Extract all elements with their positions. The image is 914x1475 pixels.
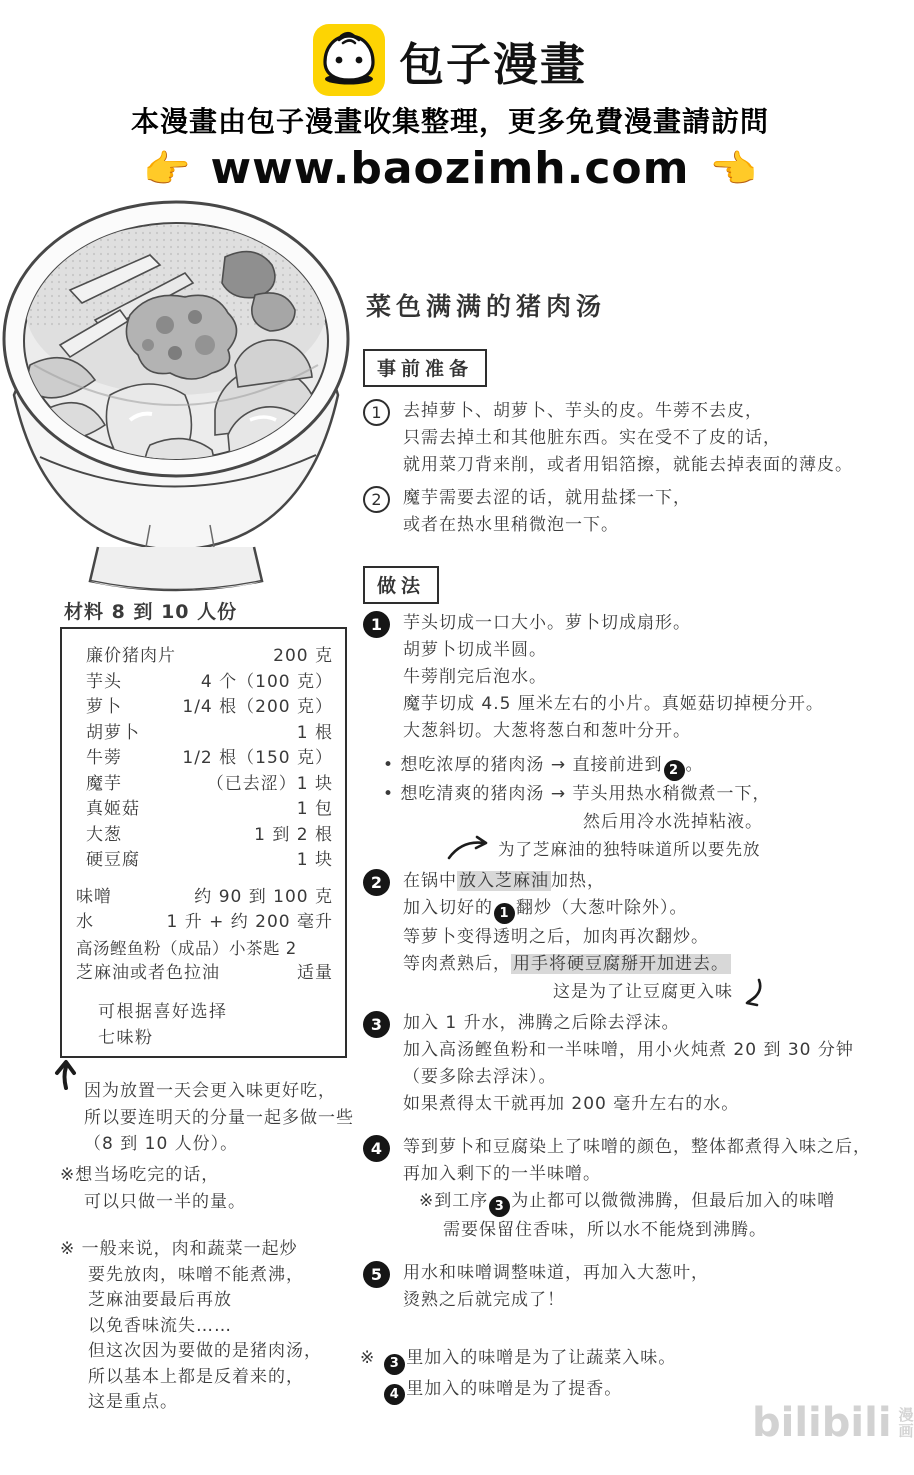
- bao-bun-icon: [313, 24, 385, 96]
- ingredient-row: 水 1 升 + 约 200 毫升: [76, 912, 333, 932]
- ingredient-row: 高汤鲣鱼粉（成品）小茶匙 2: [76, 938, 297, 958]
- ingredient-row: 胡萝卜 1 根: [86, 722, 333, 743]
- ingredients-box: [60, 627, 347, 1058]
- ingredient-row: 味噌 约 90 到 100 克: [76, 886, 333, 907]
- soup-style-options: • 想吃浓厚的猪肉汤 → 直接前进到 2 。 • 想吃清爽的猪肉汤 → 芋头用热水稍微煮一下， 然后用冷水洗掉粘液。: [383, 752, 771, 836]
- baozi-logo-icon[interactable]: [313, 24, 385, 96]
- step1-badge-icon: 1: [494, 903, 515, 924]
- method-step-3: 3 加入 1 升水，沸腾之后除去浮沫。 加入高汤鲣鱼粉和一半味噌，用小火炖煮 20 到 30 分钟 （要多除去浮沫）。 如果煮得太干就再加 200 毫升左右的水。: [363, 1010, 854, 1118]
- step-number: 1: [363, 399, 390, 426]
- note-make-ahead: 因为放置一天会更入味更好吃， 所以要连明天的分量一起多做一些 （8 到 10 人份）。: [84, 1081, 354, 1154]
- up-arrow-icon: [53, 1060, 79, 1094]
- prep-step-2: 2 魔芋需要去涩的话，就用盐揉一下， 或者在热水里稍微泡一下。: [363, 485, 691, 539]
- highlighted-text: 放入芝麻油: [459, 871, 549, 891]
- optional-item: 七味粉: [98, 1027, 154, 1048]
- ingredient-row: 真姬菇 1 包: [86, 799, 333, 819]
- step3-badge-icon: 3: [489, 1196, 510, 1217]
- ingredient-row: 硬豆腐 1 块: [86, 850, 333, 870]
- method-step-5: 5 用水和味噌调整味道，再加入大葱叶， 烫熟之后就完成了！: [363, 1260, 709, 1314]
- ingredient-row: 廉价猪肉片 200 克: [86, 646, 333, 666]
- step-number: 5: [363, 1261, 390, 1288]
- site-tagline: 本漫畫由包子漫畫收集整理，更多免費漫畫請訪問: [130, 105, 769, 138]
- footnote-marker: ※: [360, 1348, 376, 1368]
- step4-badge-icon: 4: [384, 1384, 405, 1405]
- soup-pot-illustration: [0, 195, 358, 593]
- method-step-2: 2 在锅中 放入芝麻油 加热， 加入切好的 1 翻炒（大葱叶除外）。 等萝卜变得透明之后，加肉再次翻炒。 等肉煮熟后， 用手将硬豆腐掰开加进去。 这是为了让豆腐更入味: [363, 868, 763, 1006]
- step-number: 2: [363, 869, 390, 896]
- option-light-soup: • 想吃清爽的猪肉汤 → 芋头用热水稍微煮一下，: [383, 784, 771, 805]
- method-section-heading: 做法: [363, 566, 439, 604]
- step3-badge-icon: 3: [384, 1354, 405, 1375]
- ingredient-row: 萝卜 1/4 根（200 克）: [86, 697, 333, 717]
- ingredients-heading: 材料 8 到 10 人份: [64, 601, 238, 623]
- ingredient-row: 魔芋 （已去涩）1 块: [86, 773, 333, 794]
- ingredient-row: 牛蒡 1/2 根（150 克）: [86, 748, 333, 768]
- ingredient-row: 芋头 4 个（100 克）: [86, 671, 333, 692]
- curved-arrow-icon: [446, 834, 492, 860]
- prep-step-1: 1 去掉萝卜、胡萝卜、芋头的皮。牛蒡不去皮， 只需去掉土和其他脏东西。实在受不了皮的话， 就用菜刀背来削，或者用铝箔擦，就能去掉表面的薄皮。: [363, 398, 853, 479]
- sesame-oil-note: 为了芝麻油的独特味道所以要先放: [446, 834, 761, 860]
- step2-badge-icon: 2: [664, 760, 685, 781]
- simmer-caution-note: ※到工序 3 为止都可以微微沸腾，但最后加入的味噌 需要保留住香味，所以水不能烧到沸腾。: [419, 1191, 836, 1240]
- site-logo-text: 包子漫畫: [398, 37, 587, 91]
- step-number: 2: [363, 486, 390, 513]
- step-number: 3: [363, 1011, 390, 1038]
- site-header: [0, 0, 900, 194]
- note-half-portion: ※想当场吃完的话， 可以只做一半的量。: [60, 1165, 246, 1212]
- ingredient-row: 大葱 1 到 2 根: [86, 824, 333, 845]
- step-number: 1: [363, 611, 390, 638]
- recipe-title: 菜色满满的猪肉汤: [366, 292, 607, 321]
- note-cooking-order: ※ 一般来说，肉和蔬菜一起炒 要先放肉，味噌不能煮沸， 芝麻油要最后再放 以免香味流失…… 但这次因为要做的是猪肉汤， 所以基本上都是反着来的， 这是重点。: [60, 1239, 322, 1412]
- pointer-right-emoji: 👉: [143, 146, 191, 191]
- step-number: 4: [363, 1135, 390, 1162]
- optional-label: 可根据喜好选择: [98, 1001, 228, 1022]
- bilibili-watermark: bilibili 漫 画: [752, 1400, 914, 1446]
- site-url-link[interactable]: www.baozimh.com: [210, 143, 690, 194]
- miso-purpose-footnote: ※ 3 里加入的味噌是为了让蔬菜入味。 4 里加入的味噌是为了提香。: [360, 1344, 676, 1405]
- method-step-1: 1 芋头切成一口大小。萝卜切成扇形。 胡萝卜切成半圆。 牛蒡削完后泡水。 魔芋切成 4.5 厘米左右的小片。真姬菇切掉梗分开。 大葱斜切。大葱将葱白和葱叶分开。: [363, 610, 824, 745]
- hook-arrow-icon: [739, 978, 763, 1006]
- prep-section-heading: 事前准备: [363, 349, 487, 387]
- bilibili-logo-text: bilibili: [752, 1400, 892, 1446]
- ingredient-row: 芝麻油或者色拉油 适量: [76, 963, 333, 983]
- highlighted-text: 用手将硬豆腐掰开加进去。: [513, 954, 729, 974]
- method-step-4: 4 等到萝卜和豆腐染上了味噌的颜色，整体都煮得入味之后， 再加入剩下的一半味噌。 ※到工序 3 为止都可以微微沸腾，但最后加入的味噌 需要保留住香味，所以水不能烧到沸腾。: [363, 1134, 871, 1244]
- option-rich-soup: • 想吃浓厚的猪肉汤 → 直接前进到 2 。: [383, 752, 771, 781]
- pointer-left-emoji: 👈: [709, 146, 757, 191]
